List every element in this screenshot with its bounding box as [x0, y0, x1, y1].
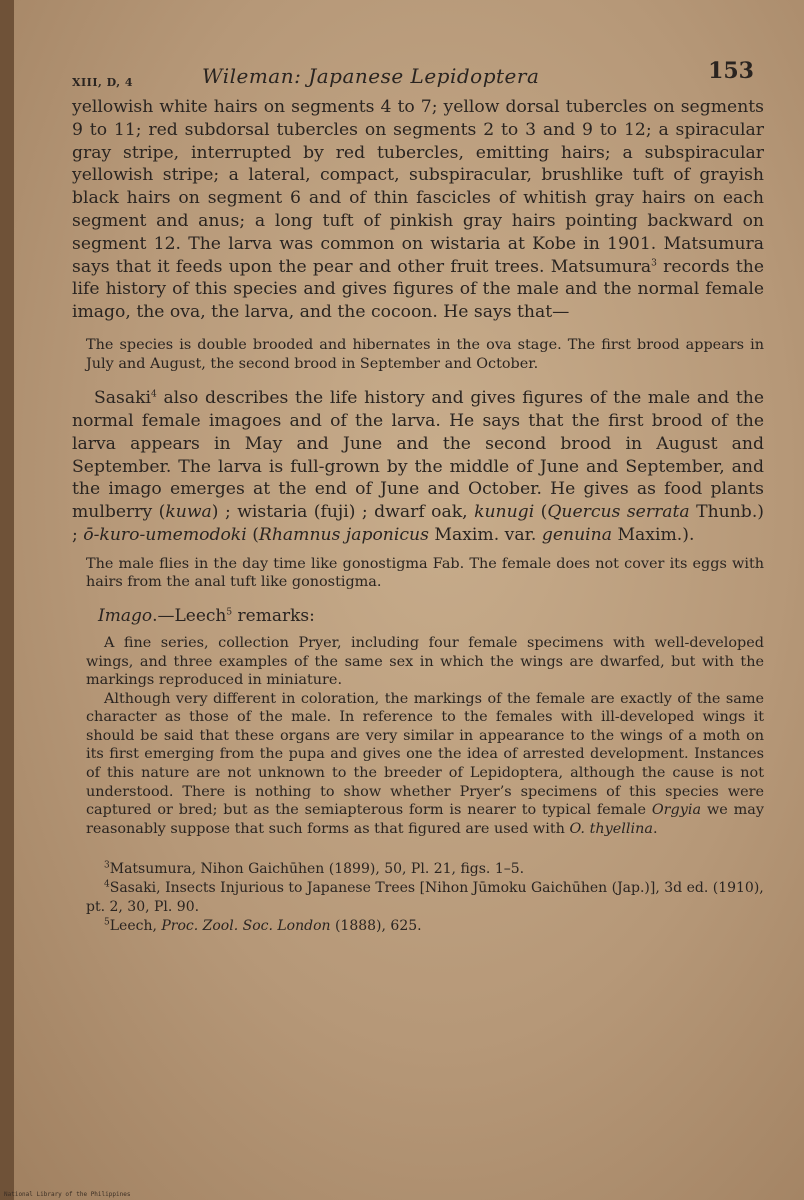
italic-genuina: genuina: [541, 524, 612, 545]
quote-3-text-c: .: [652, 820, 658, 837]
footnote-ref-3: 3: [651, 257, 657, 268]
page-edge: [0, 0, 14, 1200]
imago-label: Imago: [98, 605, 153, 626]
italic-orgyia: Orgyia: [651, 802, 702, 819]
section-heading-imago: [98, 606, 764, 626]
imago-end: remarks:: [232, 605, 315, 626]
paragraph-2-text-c: ) ; wistaria (fuji) ; dwarf oak,: [211, 502, 475, 523]
footnote-5-text-b: (1888), 625.: [330, 918, 422, 935]
italic-umemodoki: ō-kuro-umemodoki: [83, 524, 247, 545]
paragraph-2-text-h: Maxim.).: [611, 524, 695, 545]
paragraph-2-text-d: (: [534, 502, 548, 523]
paragraph-1: [72, 96, 764, 324]
page-number: 153: [708, 58, 754, 84]
scan-footer: National Library of the Philippines: [4, 1191, 131, 1198]
footnote-ref-5: 5: [226, 607, 233, 618]
quote-3-paragraph-2: [86, 690, 764, 839]
footnote-ref-4: 4: [151, 389, 157, 400]
quote-1: [86, 336, 764, 373]
quote-1-text: The species is double brooded and hibernates in the ova stage. The first brood appears in July and August, the second brood in September and October.: [86, 336, 764, 372]
quote-3-text-b: we may reasonably suppose that such forms as that figured are used with: [86, 802, 764, 837]
running-header: [72, 58, 764, 88]
italic-kuwa: kuwa: [165, 502, 212, 523]
paragraph-2-text-g: Maxim. var.: [428, 524, 542, 545]
italic-rhamnus: Rhamnus japonicus: [258, 524, 429, 545]
quote-3: [86, 634, 764, 839]
paragraph-2-text-b: also describes the life history and gives figures of the male and the normal female imagoes and of the larva. He says that the first brood of the larva appears in May and June and the second brood in August and September. The larva is full-grown by the middle of June and September, and the imago emerges at the end of June and October. He gives as food plants mulberry (: [72, 388, 764, 523]
paragraph-1-text-b: records the life history of this species and gives figures of the male and the normal female imago, the ova, the larva, and the cocoon. He says that—: [72, 256, 764, 323]
footnote-5-text-a: Leech,: [109, 918, 162, 935]
footnote-5-journal: Proc. Zool. Soc. London: [161, 918, 331, 935]
footnote-4: [86, 879, 764, 917]
imago-rest: .—Leech: [152, 605, 227, 626]
quote-2-text: The male flies in the day time like gonostigma Fab. The female does not cover its eggs with hairs from the anal tuft like gonostigma.: [86, 555, 764, 591]
paragraph-2-text-f: (: [246, 524, 259, 545]
footnotes: [86, 860, 764, 936]
footnote-3-mark: 3: [104, 860, 110, 871]
footnote-4-text: Sasaki, Insects Injurious to Japanese Trees [Nihon Jūmoku Gaichūhen (Jap.)], 3d ed. (1910), pt. 2, 30, Pl. 90.: [86, 880, 764, 916]
footnote-4-mark: 4: [104, 879, 110, 890]
running-title: Wileman: Japanese Lepidoptera: [202, 64, 540, 88]
volume-label: XIII, D, 4: [72, 76, 134, 89]
quote-2: [86, 555, 764, 592]
italic-kunugi: kunugi: [474, 502, 535, 523]
paragraph-1-text-a: yellowish white hairs on segments 4 to 7; yellow dorsal tubercles on segments 9 to 11; red subdorsal tubercles on segments 2 to 3 and 9 to 12; a spiracular gray stripe, interrupted by red tubercles, emitting hairs; a subspiracular yellowish stripe; a lateral, compact, subspiracular, brushlike tuft of grayish black hairs on segment 6 and of thin fascicles of whitish gray hairs on each segment and anus; a long tuft of pinkish gray hairs pointing backward on segment 12. The larva was common on wistaria at Kobe in 1901. Matsumura says that it feeds upon the pear and other fruit trees. Matsumura: [72, 97, 764, 277]
italic-thyellina: O. thyellina: [569, 820, 653, 837]
footnote-3: [86, 860, 764, 879]
footnote-5-mark: 5: [104, 917, 110, 928]
paragraph-2: [72, 387, 764, 547]
quote-3-paragraph-1: A fine series, collection Pryer, including four female specimens with well-developed wings, and three examples of the same sex in which the wings are dwarfed, but with the markings reproduced in miniature.: [86, 634, 764, 689]
footnote-5: [86, 917, 764, 936]
paragraph-2-text-e: Thunb.) ;: [72, 502, 764, 545]
italic-quercus: Quercus serrata: [547, 502, 690, 523]
footnote-3-text: Matsumura, Nihon Gaichūhen (1899), 50, Pl. 21, figs. 1–5.: [109, 861, 525, 878]
paragraph-2-text-a: Sasaki: [94, 388, 152, 409]
quote-3-text-a: Although very different in coloration, the markings of the female are exactly of the same character as those of the male. In reference to the females with ill-developed wings it should be said that these organs are very similar in appearance to the wings of a moth on its first emerging from the pupa and gives one the idea of arrested development. Instances of this nature are not unknown to the breeder of Lepidoptera, although the cause is not understood. There is nothing to show whether Pryer’s specimens of this species were captured or bred; but as the semiapterous form is nearer to typical female: [86, 690, 764, 819]
